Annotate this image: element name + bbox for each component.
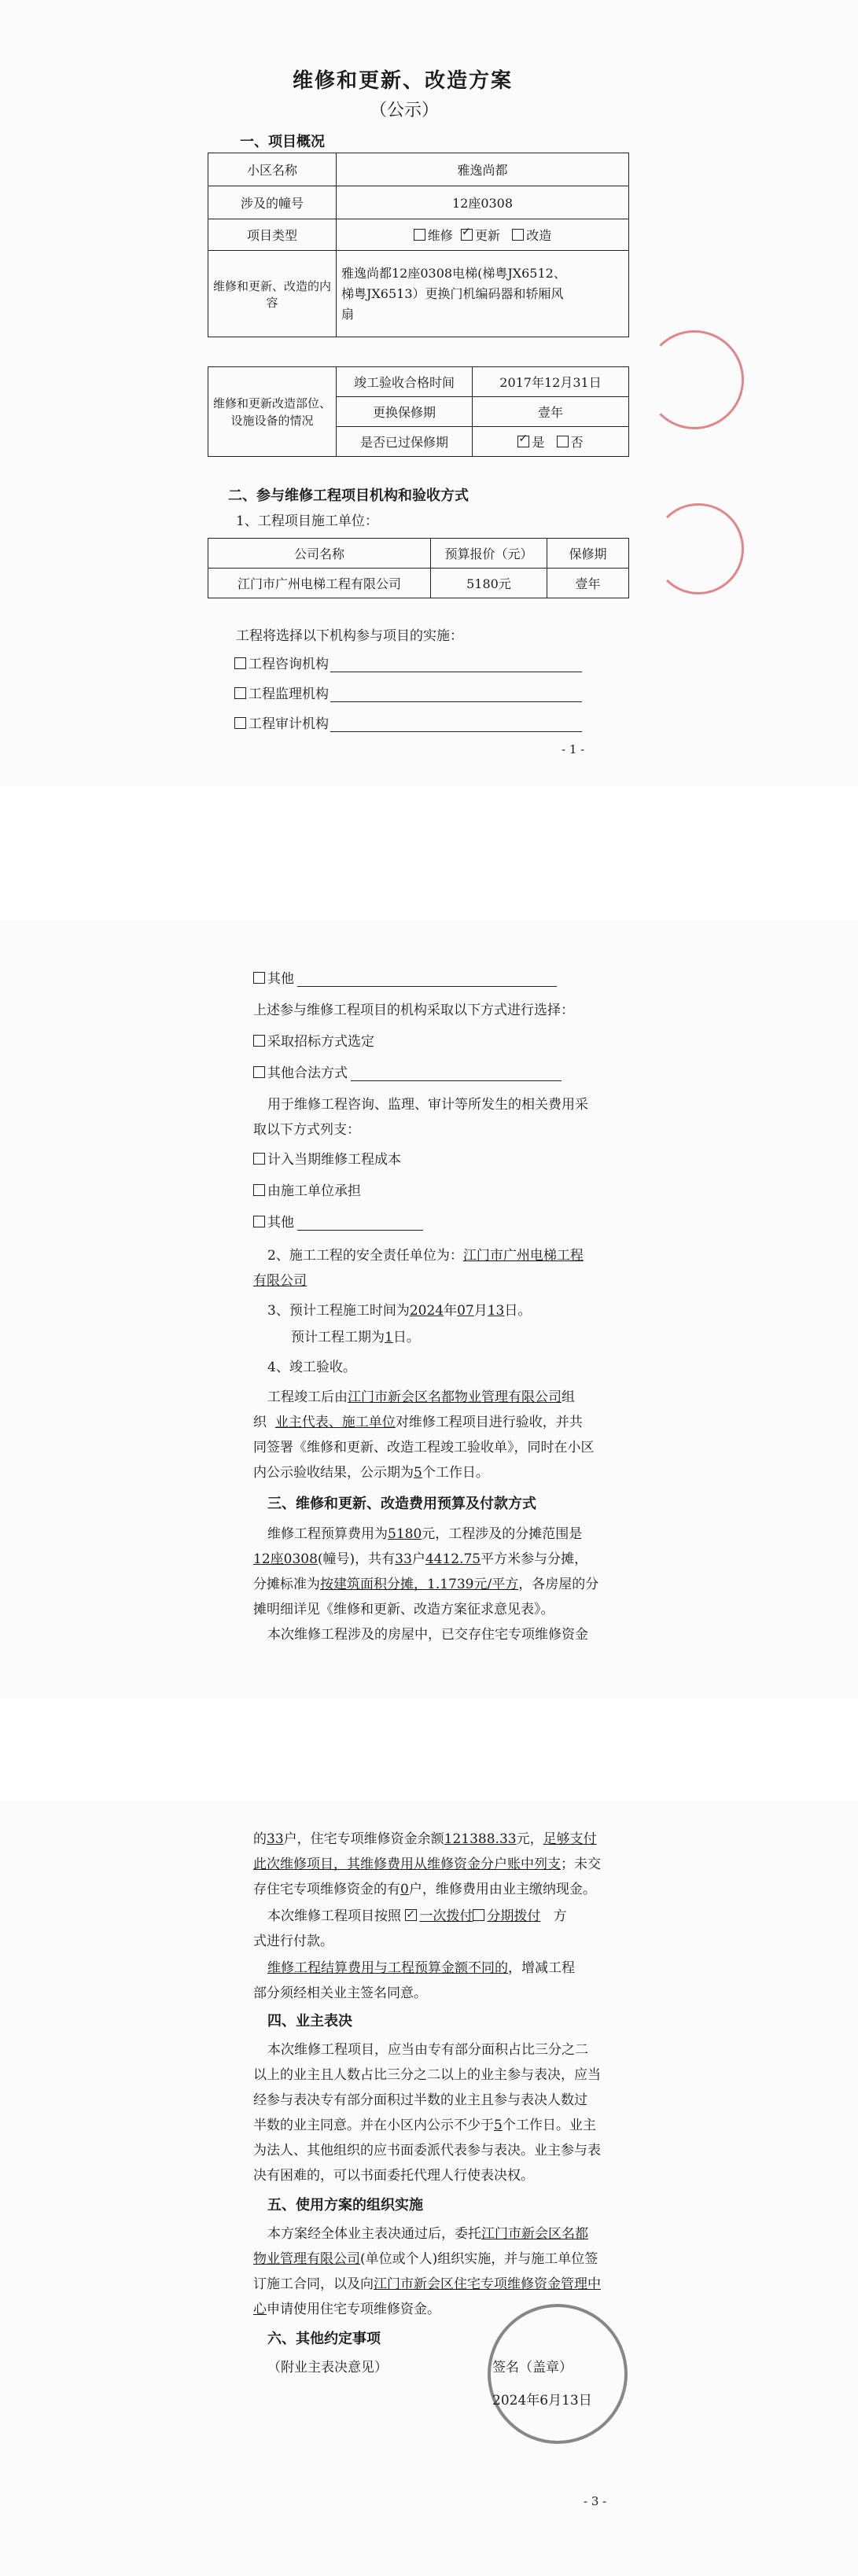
paragraph: 为法人、其他组织的应书面委派代表参与表决。业主参与表 [253,2143,601,2158]
blank-line [297,986,557,987]
seal-stamp [645,330,744,429]
cell-value: 12座0308 [337,186,629,219]
filled-value: 1 [385,1330,393,1345]
filled-value: 4412.75 [425,1551,481,1567]
option-label: 是 [532,435,545,450]
filled-value: 心 [253,2302,267,2317]
option-label: 其他 [267,971,294,987]
document-page-1 [0,0,858,786]
checkbox-checked-icon [517,436,529,447]
document-subtitle: （公示） [370,101,440,120]
checkbox-unchecked-icon [473,1909,484,1921]
option [253,1183,361,1200]
text: 平方米参与分摊， [481,1551,588,1567]
paragraph: 部分须经相关业主签名同意。 [253,1985,427,2001]
paragraph: 决有困难的，可以书面委托代理人行使表决权。 [253,2168,534,2184]
filled-value: 江门市新会区名都 [481,2226,588,2242]
text: 个工作日。业主 [502,2118,596,2133]
text: 本次维修工程项目按照 [267,1908,401,1924]
company-seal-stamp [488,2304,628,2444]
text: (幢号)，共有 [317,1551,396,1567]
text: 本方案经全体业主表决通过后，委托 [267,2226,481,2242]
text: ，增减工程 [508,1960,575,1976]
text: 的 [253,1831,267,1847]
page-number: - 3 - [584,2494,607,2508]
document-page-3 [0,1801,858,2576]
paragraph: 3、预计工程施工时间为2024年07月13日。 [267,1303,532,1319]
text: 工程竣工后由 [267,1389,348,1405]
checkbox-unchecked-icon [234,687,246,699]
paragraph: 1、工程项目施工单位： [236,513,378,529]
contractor-table [208,538,629,598]
filled-value: 江门市新会区住宅专项维修资金管理中 [374,2276,601,2292]
document-page-2 [0,920,858,1698]
paragraph [253,2276,601,2293]
checkbox-unchecked-icon [253,972,265,984]
filled-value: 0 [400,1882,409,1897]
filled-value: 33 [267,1831,284,1847]
paragraph [253,1831,597,1848]
paragraph: 同签署《维修和更新、改造工程竣工验收单》，同时在小区 [253,1440,595,1455]
paragraph: 摊明细详见《维修和更新、改造方案征求意见表》。 [253,1602,554,1617]
filled-value: 2024 [409,1303,444,1319]
filled-value: 江门市新会区名都物业管理有限公司 [348,1389,562,1405]
agency-option [234,686,329,703]
project-type-options [337,219,629,251]
blank-line [297,1230,423,1231]
filled-value: 维修工程结算费用与工程预算金额不同的 [267,1960,508,1976]
seal-stamp [653,503,744,594]
option-label: 分期拨付 [487,1908,541,1924]
paragraph [253,1856,601,1873]
text: 半数的业主同意。并在小区内公示不少于 [253,2118,494,2133]
text: 对维修工程项目进行验收，并共 [395,1415,583,1430]
option [253,1214,294,1231]
filled-value: 5 [494,2118,503,2133]
checkbox-checked-icon [405,1909,417,1921]
filled-value: 足够支付 [543,1831,597,1847]
text: 户，维修费用由业主缴纳现金。 [408,1882,596,1897]
cell-label: 竣工验收合格时间 [337,367,473,397]
text: 内公示验收结果，公示期为 [253,1465,414,1481]
table-header: 公司名称 [208,539,431,569]
text: 预计工程工期为 [291,1330,385,1345]
option [253,1151,401,1168]
agency-option [234,716,329,733]
text: 组 [562,1389,575,1405]
paragraph [253,1881,596,1898]
checkbox-unchecked-icon [557,436,569,447]
filled-value: 07 [457,1303,474,1319]
cell-label: 维修和更新改造部位、设施设备的情况 [208,367,337,457]
checkbox-unchecked-icon [512,229,524,241]
checkbox-unchecked-icon [414,229,425,241]
cell-value: 雅逸尚都 [337,153,629,186]
table-cell: 壹年 [547,569,629,598]
paragraph [253,1576,598,1593]
section-heading: 四、业主表决 [267,2013,352,2030]
option [253,1033,374,1051]
filled-value: 此次维修项目，其维修费用从维修资金分户账中列支 [253,1857,561,1872]
cell-value: 2017年12月31日 [473,367,629,397]
checkbox-unchecked-icon [234,657,246,669]
content-line: 梯粤JX6513）更换门机编码器和轿厢风 [341,285,564,301]
paragraph [267,1389,575,1406]
filled-value: 12座0308 [253,1551,318,1567]
table-header: 保修期 [547,539,629,569]
filled-value: 13 [487,1303,505,1319]
blank-line [330,701,582,702]
checkbox-unchecked-icon [253,1153,265,1165]
cell-value: 壹年 [473,397,629,427]
option-label: 工程咨询机构 [249,657,329,672]
text: ，各房屋的分 [518,1577,599,1592]
text: (单位或个人)组织实施，并与施工单位签 [360,2251,598,2267]
filled-value: 江门市广州电梯工程 [462,1248,584,1264]
paragraph [267,1525,582,1543]
agency-option [234,656,329,673]
text: 织 [253,1415,267,1430]
cell-label: 维修和更新、改造的内容 [208,251,337,337]
content-line: 雅逸尚都12座0308电梯(梯粤JX6512、 [341,265,566,281]
paragraph: 工程将选择以下机构参与项目的实施： [236,628,463,644]
paragraph [253,2301,440,2318]
text: 元，工程涉及的分摊范围是 [422,1526,583,1542]
table-cell: 江门市广州电梯工程有限公司 [208,569,431,598]
option-label: 其他合法方式 [267,1065,348,1081]
checkbox-checked-icon [461,229,473,241]
option-label: 其他 [267,1215,294,1231]
paragraph: 用于维修工程咨询、监理、审计等所发生的相关费用采 [267,1097,588,1113]
table-cell: 5180元 [431,569,547,598]
section-heading: 二、参与维修工程项目机构和验收方式 [228,488,469,504]
paragraph [267,1960,575,1977]
section-heading: 一、项目概况 [240,134,325,150]
filled-value: 业主代表、施工单位 [274,1415,396,1430]
paragraph: 4、竣工验收。 [267,1360,356,1375]
expired-options [473,427,629,457]
filled-value: 物业管理有限公司 [253,2251,360,2267]
option-label: 由施工单位承担 [267,1183,361,1199]
paragraph: 取以下方式列支： [253,1122,360,1138]
checkbox-unchecked-icon [234,717,246,729]
paragraph [253,2117,596,2134]
option [253,970,294,988]
paragraph [291,1329,420,1346]
paragraph: 以上的业主且人数占比三分之二以上的业主参与表决，应当 [253,2067,601,2083]
filled-value: 121388.33 [444,1831,517,1847]
paragraph [253,1464,489,1481]
text: 户 [411,1551,425,1567]
section-heading: 三、维修和更新、改造费用预算及付款方式 [267,1496,536,1512]
option-label: 工程监理机构 [249,686,329,702]
paragraph: 本次维修工程项目，应当由专有部分面积占比三分之二 [267,2042,588,2058]
cell-label: 是否已过保修期 [337,427,473,457]
table-header: 预算报价（元） [431,539,547,569]
text: 分摊标准为 [253,1577,320,1592]
checkbox-unchecked-icon [253,1035,265,1047]
text: 申请使用住宅专项维修资金。 [267,2302,440,2317]
text: 户，住宅专项维修资金余额 [283,1831,444,1847]
paragraph [267,1247,584,1264]
text: 日。 [392,1330,420,1345]
paragraph [253,1551,587,1568]
option-label: 采取招标方式选定 [267,1034,374,1050]
paragraph [267,1908,567,1925]
filled-value: 33 [395,1551,412,1567]
option-label: 改造 [526,228,552,243]
option-label: 否 [570,435,584,450]
option-label: 更新 [474,228,500,243]
text: ；未交 [561,1857,601,1872]
section-heading: 五、使用方案的组织实施 [267,2197,423,2214]
text: 3、预计工程施工时间为 [267,1303,410,1319]
checkbox-unchecked-icon [253,1066,265,1078]
filled-value: 5180 [388,1526,422,1542]
paragraph [253,2250,598,2268]
cell-label: 小区名称 [208,153,337,186]
signature-label: 签名（盖章） [492,2360,573,2375]
checkbox-unchecked-icon [253,1184,265,1196]
paragraph: 上述参与维修工程项目的机构采取以下方式进行选择： [253,1003,574,1018]
option-label: 维修 [427,228,453,243]
filled-value: 按建筑面积分摊，1.1739元/平方 [320,1577,519,1592]
text: 订施工合同，以及向 [253,2276,374,2292]
facility-table [208,366,629,457]
option-label: 计入当期维修工程成本 [267,1152,401,1168]
cell-label: 项目类型 [208,219,337,251]
paragraph [253,1414,583,1431]
cell-label: 更换保修期 [337,397,473,427]
filled-value: 5 [414,1465,422,1481]
text: 维修工程预算费用为 [267,1526,388,1542]
option-label: 一次拨付 [419,1908,473,1924]
text: 元， [516,1831,543,1847]
cell-value [337,251,629,337]
signature-date: 2024年6月13日 [492,2393,592,2409]
paragraph [267,2225,588,2243]
section-heading: 六、其他约定事项 [267,2331,381,2347]
checkbox-unchecked-icon [253,1216,265,1227]
cell-label: 涉及的幢号 [208,186,337,219]
blank-line [330,731,582,732]
content-line: 扇 [341,306,355,322]
document-title: 维修和更新、改造方案 [293,69,514,93]
paragraph: 式进行付款。 [253,1934,333,1949]
text: 个工作日。 [422,1465,489,1481]
filled-value: 有限公司 [253,1273,307,1289]
paragraph: 本次维修工程涉及的房屋中，已交存住宅专项维修资金 [267,1627,588,1643]
option-label: 工程审计机构 [249,716,329,732]
text: 2、施工工程的安全责任单位为： [267,1248,463,1264]
page-number: - 1 - [562,742,585,756]
option [253,1065,348,1082]
blank-line [351,1080,562,1081]
text: 存住宅专项维修资金的有 [253,1882,400,1897]
project-overview-table [208,153,629,337]
text: 方 [553,1908,567,1924]
attachment-note: （附业主表决意见） [267,2360,388,2375]
paragraph: 经参与表决专有部分面积过半数的业主且参与表决人数过 [253,2092,587,2108]
